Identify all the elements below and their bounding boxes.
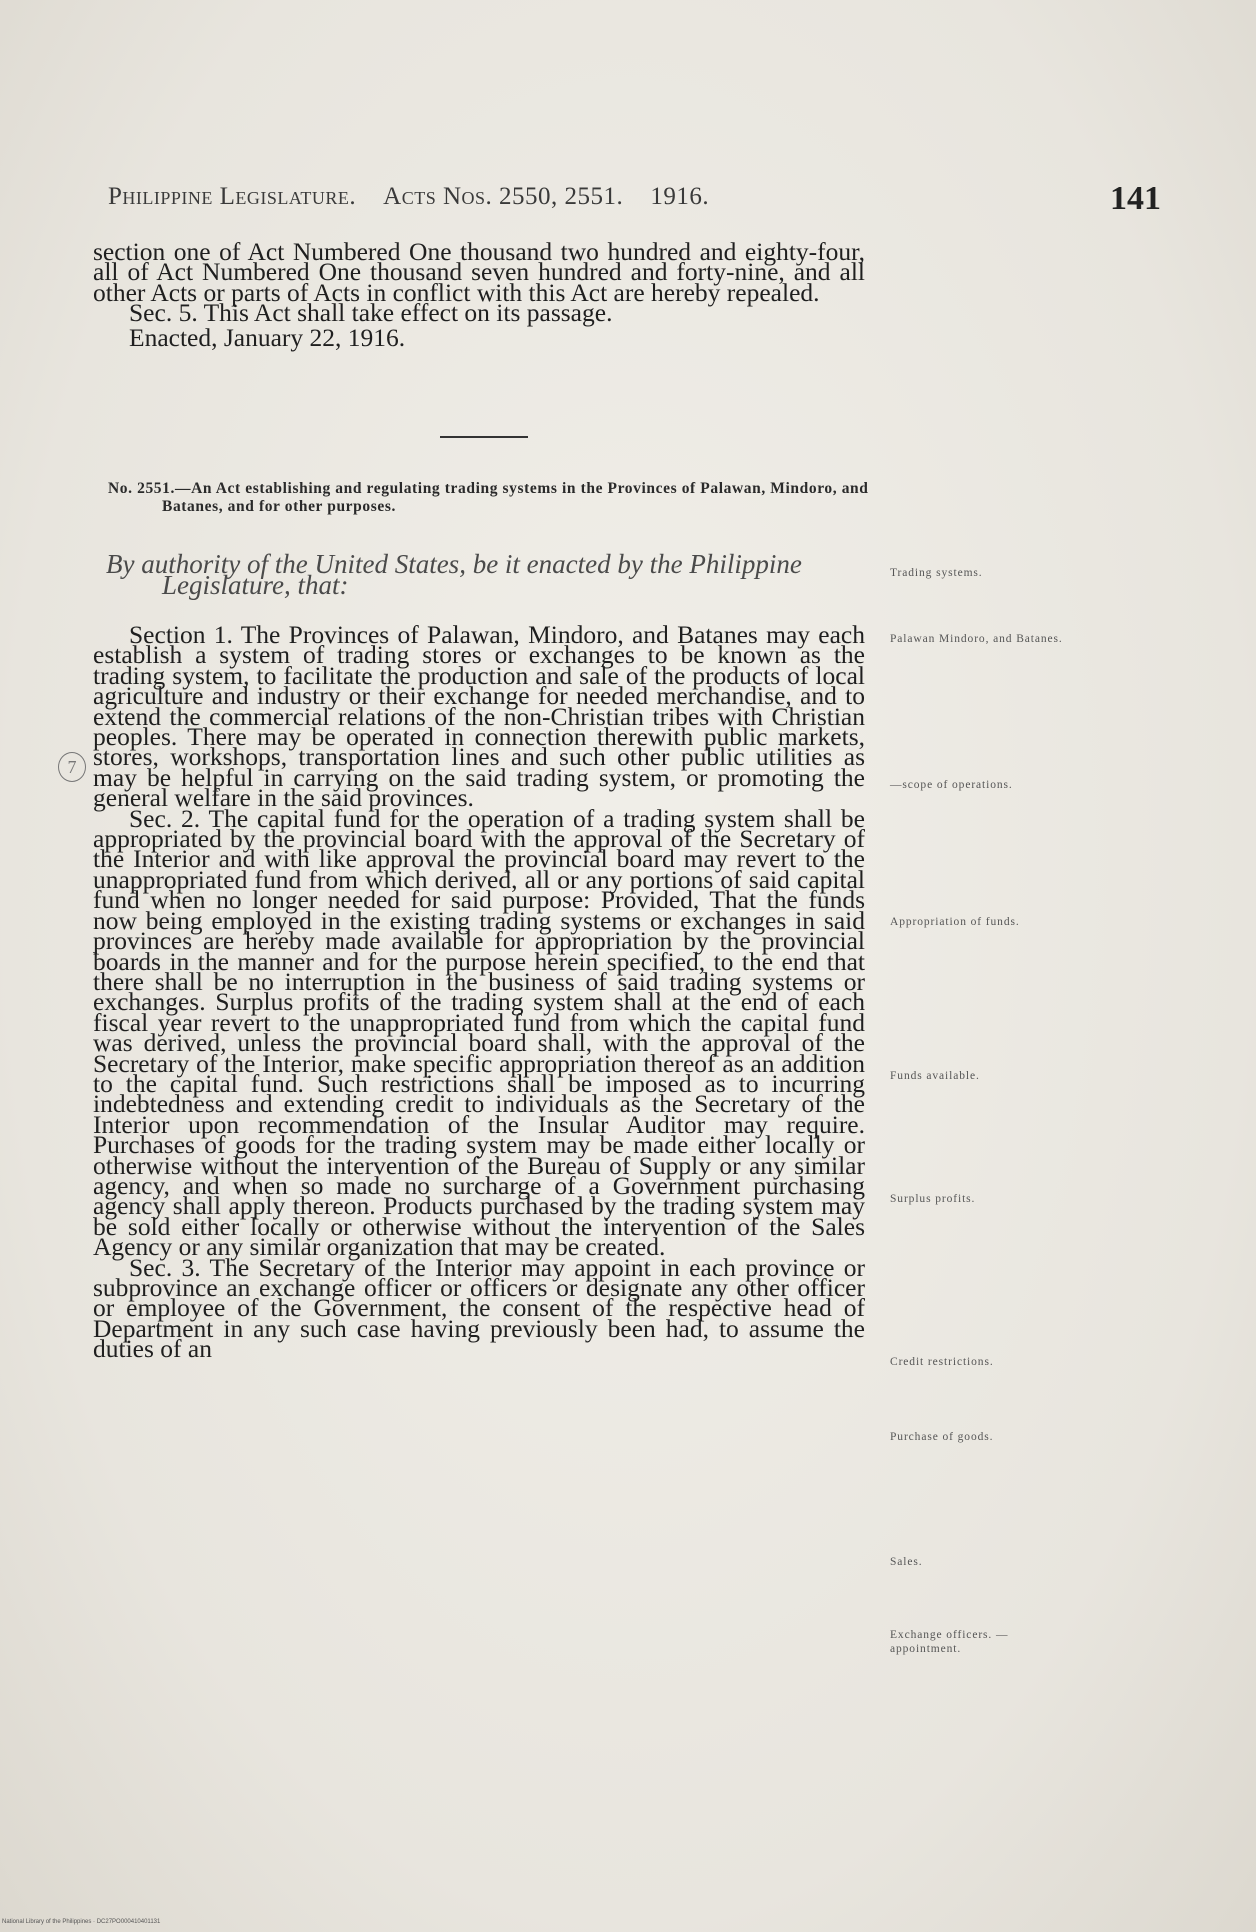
page-number: 141 [1110, 180, 1161, 217]
section-3: Sec. 3. The Secretary of the Interior may appoint in each province or subprovince an exchange officer or officers or designate any other officer or employee of the Government, the consent of the respective head of Department in any such case having previously been had, to assume the duties of an [93, 1252, 865, 1364]
act-numbers: Acts Nos. 2550, 2551. [383, 183, 624, 210]
scan-footer: National Library of the Philippines · DC27PO000410401131 [2, 1919, 161, 1925]
margin-note-appropriation: Appropriation of funds. [890, 916, 1020, 928]
margin-note-exchange-officers: Exchange officers. —appointment. [890, 1629, 1009, 1655]
margin-note-trading-systems: Trading systems. [890, 567, 983, 579]
margin-note-surplus: Surplus profits. [890, 1193, 976, 1205]
section-divider [440, 436, 528, 438]
repeal-paragraph: section one of Act Numbered One thousand two hundred and eighty-four, all of Act Numbered One thousand seven hundred and forty-nine, and all other Acts or parts of Acts in conflict with this Act are hereby repealed. [93, 237, 865, 307]
margin-note-provinces: Palawan Mindoro, and Batanes. [890, 633, 1063, 645]
margin-note-funds-available: Funds available. [890, 1070, 980, 1082]
header-year: 1916. [650, 183, 710, 210]
section-5: Sec. 5. This Act shall take effect on its passage. [129, 298, 613, 328]
act-title: No. 2551.—An Act establishing and regulating trading systems in the Provinces of Palawan, Mindoro, and Batanes, and for other purposes. [108, 480, 869, 515]
enacted-date: Enacted, January 22, 1916. [129, 322, 406, 352]
enacting-clause: By authority of the United States, be it enacted by the Philippine Legislature, that: [106, 549, 802, 600]
handwritten-mark: 7 [58, 752, 86, 782]
margin-note-credit: Credit restrictions. [890, 1356, 994, 1368]
running-header [108, 183, 1158, 211]
margin-note-sales: Sales. [890, 1556, 923, 1568]
margin-note-scope: —scope of operations. [890, 779, 1013, 791]
previous-act-ending [93, 237, 865, 352]
running-title: Philippine Legislature. [108, 183, 357, 210]
section-1: Section 1. The Provinces of Palawan, Mindoro, and Batanes may each establish a system of trading stores or exchanges to be known as the trading system, to facilitate the production and sale of the products of local agriculture and industry or their exchange for needed merchandise, and to extend the commercial relations of the non-Christian tribes with Christian peoples. There may be operated in connection therewith public markets, stores, workshops, transportation lines and such other public utilities as may be helpful in carrying on the said trading system, or promoting the general welfare in the said provinces. [93, 620, 865, 813]
section-2: Sec. 2. The capital fund for the operation of a trading system shall be appropriated by the provincial board with the approval of the Secretary of the Interior and with like approval the provincial board may revert to the unappropriated fund from which derived, all or any portions of said capital fund when no longer needed for said purpose: Provided, That the funds now being employed in the existing trading systems or exchanges in said provinces are hereby made available for appropriation by the provincial boards in the manner and for the purpose herein specified, to the end that there shall be no interruption in the business of said trading systems or exchanges. Surplus profits of the trading system shall at the end of each fiscal year revert to the unappropriated fund from which the capital fund was derived, unless the provincial board shall, with the approval of the Secretary of the Interior, make specific appropriation thereof as an addition to the capital fund. Such restrictions shall be imposed as to incurring indebtedness and extending credit to individuals as the Secretary of the Interior upon recommendation of the Insular Auditor may require. Purchases of goods for the trading system may be made either locally or otherwise without the intervention of the Bureau of Supply or any similar agency, and when so made no surcharge of a Government purchasing agency shall apply thereon. Products purchased by the trading system may be sold either locally or otherwise without the intervention of the Sales Agency or any similar organization that may be created. [93, 803, 865, 1262]
margin-note-purchase: Purchase of goods. [890, 1431, 994, 1443]
act-body [93, 620, 865, 1364]
